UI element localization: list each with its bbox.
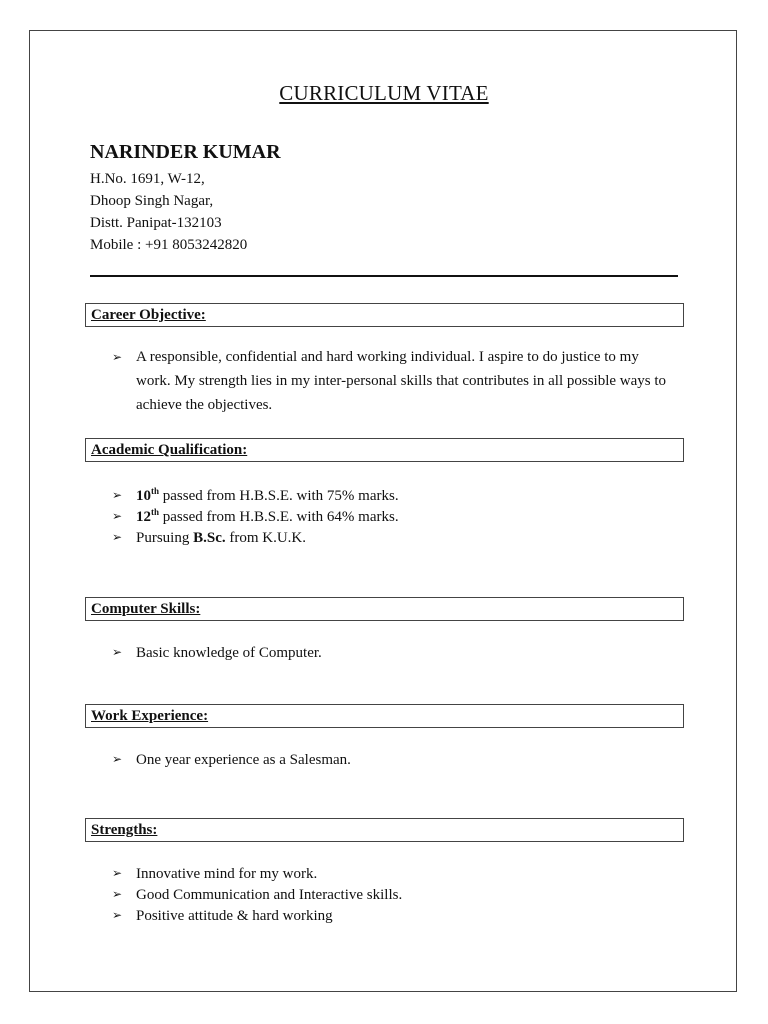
address-line: H.No. 1691, W-12, [90,171,205,187]
list-item [112,863,317,885]
qualification-text: passed from H.B.S.E. with 75% marks. [159,488,399,504]
qualification-text: from K.U.K. [225,530,307,546]
section-header-work-experience [85,704,684,728]
section-heading: Computer Skills: [91,601,201,617]
section-heading: Work Experience: [91,708,209,724]
mobile-line: Mobile : +91 8053242820 [90,237,248,253]
arrowhead-bullet-icon: ➢ [112,350,123,364]
section-heading: Strengths: [91,822,158,838]
experience-text: One year experience as a Salesman. [136,752,351,768]
list-item [112,485,399,507]
qualification-text: passed from H.B.S.E. with 64% marks. [159,509,399,525]
ordinal-suffix: th [151,486,160,496]
list-item [112,749,351,771]
list-item [112,905,333,927]
section-heading: Career Objective: [91,307,206,323]
qualification-level: 10 [136,488,151,504]
arrowhead-bullet-icon: ➢ [112,530,123,544]
arrowhead-bullet-icon: ➢ [112,908,123,922]
list-item [112,527,306,549]
section-header-strengths [85,818,684,842]
ordinal-suffix: th [151,507,160,517]
applicant-name: NARINDER KUMAR [90,141,281,163]
arrowhead-bullet-icon: ➢ [112,887,123,901]
section-header-academic-qualification [85,438,684,462]
strength-text: Positive attitude & hard working [136,908,333,924]
qualification-text: Pursuing [136,530,194,546]
arrowhead-bullet-icon: ➢ [112,509,123,523]
address-line: Dhoop Singh Nagar, [90,193,214,209]
list-item [112,884,402,906]
arrowhead-bullet-icon: ➢ [112,752,123,766]
degree-name: B.Sc. [193,530,226,546]
career-objective-item [112,345,672,417]
career-objective-text: A responsible, confidential and hard working individual. I aspire to do justice to my work. My strength lies in my inter-personal skills that contributes in all possible ways to achieve the objectives. [136,349,667,413]
qualification-level: 12 [136,509,151,525]
header-divider [90,275,678,277]
strength-text: Good Communication and Interactive skills. [136,887,403,903]
skill-text: Basic knowledge of Computer. [136,645,322,661]
address-line: Distt. Panipat-132103 [90,215,222,231]
arrowhead-bullet-icon: ➢ [112,866,123,880]
section-header-computer-skills [85,597,684,621]
document-title: CURRICULUM VITAE [279,81,489,105]
arrowhead-bullet-icon: ➢ [112,488,123,502]
list-item [112,642,322,664]
arrowhead-bullet-icon: ➢ [112,645,123,659]
strength-text: Innovative mind for my work. [136,866,318,882]
section-header-career-objective [85,303,684,327]
list-item [112,506,399,528]
section-heading: Academic Qualification: [91,442,248,458]
